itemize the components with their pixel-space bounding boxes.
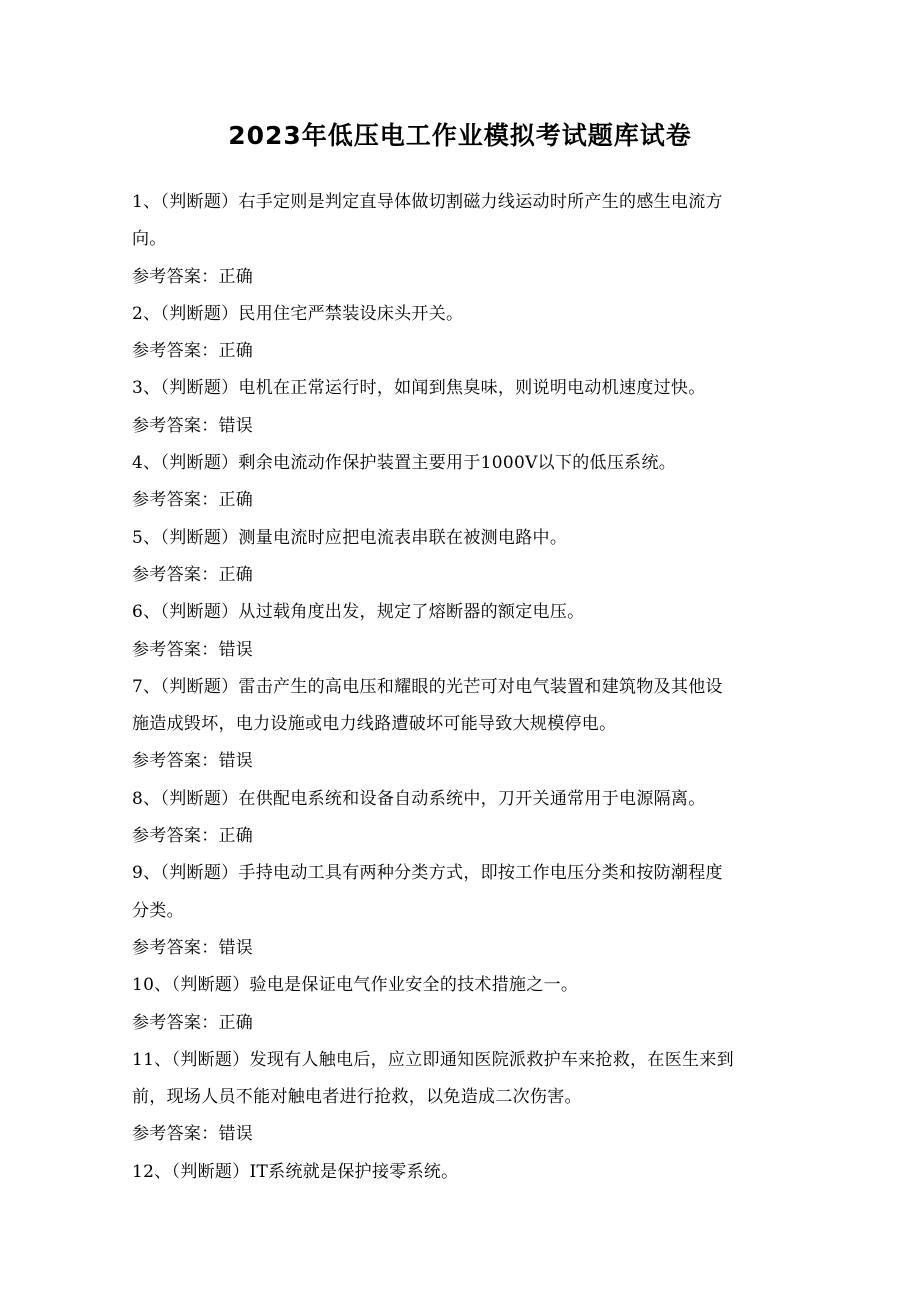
answer-11: 参考答案：错误 [132,1124,254,1145]
answer-3: 参考答案：错误 [132,415,254,436]
answer-2: 参考答案：正确 [132,341,254,362]
answer-1: 参考答案：正确 [132,266,254,287]
answer-9: 参考答案：错误 [132,937,254,958]
question-list [132,184,792,1191]
answer-7: 参考答案：错误 [132,751,254,772]
answer-10: 参考答案：正确 [132,1012,254,1033]
question-6: 6、（判断题）从过载角度出发，规定了熔断器的额定电压。 [132,602,585,623]
question-3: 3、（判断题）电机在正常运行时，如闻到焦臭味，则说明电动机速度过快。 [132,378,706,399]
question-5: 5、（判断题）测量电流时应把电流表串联在被测电路中。 [132,527,568,548]
question-12: 12、（判断题）IT系统就是保护接零系统。 [132,1161,459,1182]
answer-8: 参考答案：正确 [132,826,254,847]
question-9-line-2: 分类。 [132,900,184,921]
question-7-line-2: 施造成毁坏，电力设施或电力线路遭破坏可能导致大规模停电。 [132,714,617,735]
answer-4: 参考答案：正确 [132,490,254,511]
question-7-line-1: 7、（判断题）雷击产生的高电压和耀眼的光芒可对电气装置和建筑物及其他设 [132,676,723,697]
question-11-line-1: 11、（判断题）发现有人触电后，应立即通知医院派救护车来抢救，在医生来到 [132,1049,734,1070]
question-1-line-2: 向。 [132,229,167,250]
answer-6: 参考答案：错误 [132,639,254,660]
question-11-line-2: 前，现场人员不能对触电者进行抢救，以免造成二次伤害。 [132,1087,582,1108]
question-1-line-1: 1、（判断题）右手定则是判定直导体做切割磁力线运动时所产生的感生电流方 [132,192,723,212]
question-4: 4、（判断题）剩余电流动作保护装置主要用于1000V以下的低压系统。 [132,453,677,474]
question-2: 2、（判断题）民用住宅严禁装设床头开关。 [132,303,464,324]
question-8: 8、（判断题）在供配电系统和设备自动系统中，刀开关通常用于电源隔离。 [132,788,706,809]
question-9-line-1: 9、（判断题）手持电动工具有两种分类方式，即按工作电压分类和按防潮程度 [132,863,723,884]
document-title: 2023年低压电工作业模拟考试题库试卷 [228,121,692,150]
answer-5: 参考答案：正确 [132,564,254,585]
question-10: 10、（判断题）验电是保证电气作业安全的技术措施之一。 [132,975,579,996]
